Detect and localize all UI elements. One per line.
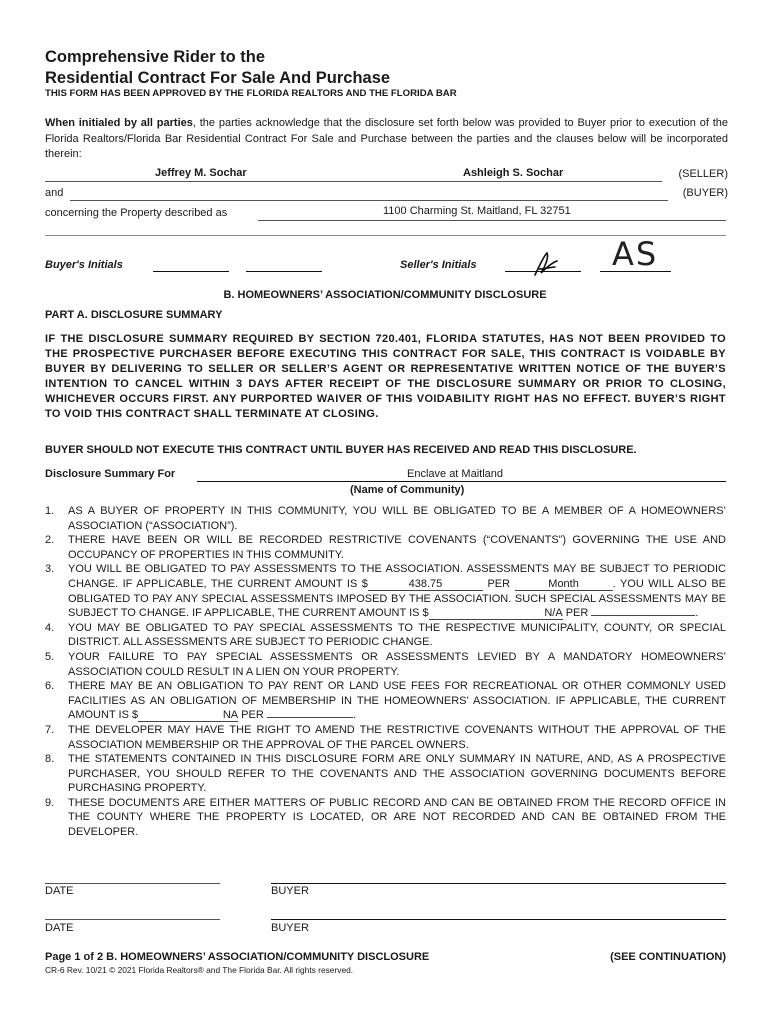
and-label: and [45,187,64,199]
intro-lead: When initialed by all parties [45,117,193,129]
item-9-text: THESE DOCUMENTS ARE EITHER MATTERS OF PUBLIC RECORD AND CAN BE OBTAINED FROM THE RECORD OFFICE IN THE COUNTY WHERE THE PROPERTY IS LOCATED, OR ARE NOT RECORDED AND CAN BE OBTAINED FROM THE DEVELOPER. [68,796,726,839]
buyer-signature-field-2[interactable] [271,919,726,920]
date-label-1: DATE [45,885,74,897]
assessment-period-field[interactable]: Month [515,578,613,591]
buyer-signature-field-1[interactable] [271,883,726,884]
list-item: 1. AS A BUYER OF PROPERTY IN THIS COMMUNITY, YOU WILL BE OBLIGATED TO BE A MEMBER OF A HOMEOWNERS’ ASSOCIATION (“ASSOCIATION”). [45,505,726,532]
item-8-text: THE STATEMENTS CONTAINED IN THIS DISCLOSURE FORM ARE ONLY SUMMARY IN NATURE, AND, AS A PROSPECTIVE PURCHASER, YOU SHOULD REFER TO THE COVENANTS AND THE ASSOCIATION GOVERNING DOCUMENTS BEFORE PURCHASING PROPERTY. [68,753,726,795]
list-item: 9. THESE DOCUMENTS ARE EITHER MATTERS OF PUBLIC RECORD AND CAN BE OBTAINED FROM THE RECORD OFFICE IN THE COUNTY WHERE THE PROPERTY IS LOCATED, OR ARE NOT RECORDED AND CAN BE OBTAINED FROM THE DEVELOPER. [45,796,726,839]
seller-initials-label: Seller's Initials [400,259,477,271]
voidability-warning: IF THE DISCLOSURE SUMMARY REQUIRED BY SECTION 720.401, FLORIDA STATUTES, HAS NOT BEEN PROVIDED TO THE PROSPECTIVE PURCHASER BEFORE EXECUTING THIS CONTRACT FOR SALE, THIS CONTRACT IS VOIDABLE BY BUYER BY DELIVERING TO SELLER OR SELLER’S AGENT OR REPRESENTATIVE WRITTEN NOTICE OF THE BUYER’S INTENTION TO CANCEL WITHIN 3 DAYS AFTER RECEIPT OF THE DISCLOSURE SUMMARY OR PRIOR TO CLOSING, WHICHEVER OCCURS FIRST. ANY PURPORTED WAIVER OF THIS VOIDABILITY RIGHT HAS NO EFFECT. BUYER’S RIGHT TO VOID THIS CONTRACT SHALL TERMINATE AT CLOSING. [45,333,726,420]
property-row [45,205,728,221]
item-3-text-a: YOU WILL BE OBLIGATED TO PAY ASSESSMENTS TO THE ASSOCIATION. ASSESSMENTS MAY BE SUBJECT TO PERIODIC CHANGE. IF APPLICABLE, THE CURRENT AMOUNT IS $ [68,563,726,590]
facility-fee-period-field[interactable] [267,717,353,718]
buyer-sig-label-2: BUYER [271,922,309,934]
facility-fee-field[interactable]: NA [138,709,238,722]
buyer-initials-label: Buyer's Initials [45,259,123,271]
list-item: 6. THERE MAY BE AN OBLIGATION TO PAY RENT OR LAND USE FEES FOR RECREATIONAL OR OTHER COMMONLY USED FACILITIES AS AN OBLIGATION OF MEMBERSHIP IN THE HOMEOWNERS’ ASSOCIATION. IF APPLICABLE, THE CURRENT AMOUNT IS $ NA PER . [45,680,726,722]
buyer-initials-field-2[interactable] [246,271,322,272]
revision-line: CR-6 Rev. 10/21 © 2021 Florida Realtors® and The Florida Bar. All rights reserved. [45,965,354,975]
item-4-text: YOU MAY BE OBLIGATED TO PAY SPECIAL ASSESSMENTS TO THE RESPECTIVE MUNICIPALITY, COUNTY, OR SPECIAL DISTRICT. ALL ASSESSMENTS ARE SUBJECT TO PERIODIC CHANGE. [68,621,726,649]
property-address[interactable]: 1100 Charming St. Maitland, FL 32751 [383,205,571,217]
seller-line [45,181,662,182]
item-3-text-b: . YOU WILL ALSO BE OBLIGATED TO PAY ANY SPECIAL ASSESSMENTS IMPOSED BY THE ASSOCIATION. SUCH SPECIAL ASSESSMENTS MAY BE SUBJECT TO CHANGE. IF APPLICABLE, THE CURRENT AMOUNT IS $ [68,577,726,620]
intro-paragraph [45,116,728,163]
item-7-text: THE DEVELOPER MAY HAVE THE RIGHT TO AMEND THE RESTRICTIVE COVENANTS WITHOUT THE APPROVAL OF THE ASSOCIATION MEMBERSHIP OR THE APPROVAL OF THE PARCEL OWNERS. [68,723,726,751]
item-5-text: YOUR FAILURE TO PAY SPECIAL ASSESSMENTS OR ASSESSMENTS LEVIED BY A MANDATORY HOMEOWNERS’ ASSOCIATION COULD RESULT IN A LIEN ON YOUR PROPERTY. [68,650,726,678]
date-label-2: DATE [45,922,74,934]
special-assessment-period-field[interactable] [591,615,695,616]
signature-row-2 [45,906,726,942]
title-line-1: Comprehensive Rider to the [45,48,266,66]
initials-row [45,235,728,281]
assessment-amount-field[interactable]: 438.75 [368,578,483,591]
list-item: 4. YOU MAY BE OBLIGATED TO PAY SPECIAL ASSESSMENTS TO THE RESPECTIVE MUNICIPALITY, COUNTY, OR SPECIAL DISTRICT. ALL ASSESSMENTS ARE SUBJECT TO PERIODIC CHANGE. [45,621,726,649]
date-field-2[interactable] [45,919,220,920]
approval-notice: THIS FORM HAS BEEN APPROVED BY THE FLORIDA REALTORS AND THE FLORIDA BAR [45,88,457,99]
item-6-text: THERE MAY BE AN OBLIGATION TO PAY RENT OR LAND USE FEES FOR RECREATIONAL OR OTHER COMMONLY USED FACILITIES AS AN OBLIGATION OF MEMBERSHIP IN THE HOMEOWNERS’ ASSOCIATION. IF APPLICABLE, THE CURRENT AMOUNT IS $ [68,680,726,722]
list-item: 5. YOUR FAILURE TO PAY SPECIAL ASSESSMENTS OR ASSESSMENTS LEVIED BY A MANDATORY HOMEOWNERS’ ASSOCIATION COULD RESULT IN A LIEN ON YOUR PROPERTY. [45,650,726,678]
community-row [45,467,726,501]
item-2-text: THERE HAVE BEEN OR WILL BE RECORDED RESTRICTIVE COVENANTS (“COVENANTS”) GOVERNING THE USE AND OCCUPANCY OF PROPERTIES IN THIS COMMUNITY. [68,534,726,561]
seller-label: (SELLER) [678,168,728,180]
title-line-2: Residential Contract For Sale And Purchase [45,69,391,87]
seller-name-1[interactable]: Jeffrey M. Sochar [155,167,247,179]
section-heading: B. HOMEOWNERS’ ASSOCIATION/COMMUNITY DISCLOSURE [223,289,547,301]
buyer-row [45,186,728,202]
page-footer [45,951,726,963]
property-label: concerning the Property described as [45,207,228,219]
community-line [197,481,726,482]
date-field-1[interactable] [45,883,220,884]
property-line [258,220,726,221]
special-assessment-field[interactable]: N/A [429,607,563,620]
summary-for-label: Disclosure Summary For [45,468,176,480]
seller-initial-signature-2: AS [612,235,659,273]
seller-name-2[interactable]: Ashleigh S. Sochar [463,167,564,179]
list-item: 2. THERE HAVE BEEN OR WILL BE RECORDED RESTRICTIVE COVENANTS (“COVENANTS”) GOVERNING THE USE AND OCCUPANCY OF PROPERTIES IN THIS COMMUNITY. [45,534,726,561]
community-caption: (Name of Community) [350,484,465,496]
form-title [45,47,390,89]
part-a-heading: PART A. DISCLOSURE SUMMARY [45,309,223,321]
list-item: 7. THE DEVELOPER MAY HAVE THE RIGHT TO AMEND THE RESTRICTIVE COVENANTS WITHOUT THE APPROVAL OF THE ASSOCIATION MEMBERSHIP OR THE APPROVAL OF THE PARCEL OWNERS. [45,723,726,751]
signature-row-1 [45,870,726,906]
buyer-initials-field-1[interactable] [153,271,229,272]
community-name[interactable]: Enclave at Maitland [407,468,503,480]
buyer-name-field[interactable] [70,200,668,201]
list-item: 3. YOU WILL BE OBLIGATED TO PAY ASSESSMENTS TO THE ASSOCIATION. ASSESSMENTS MAY BE SUBJECT TO PERIODIC CHANGE. IF APPLICABLE, THE CURRENT AMOUNT IS $ 438.75 PER Month . YOU WILL ALSO BE OBLIGATED TO PAY ANY SPECIAL ASSESSMENTS IMPOSED BY THE ASSOCIATION. SUCH SPECIAL ASSESSMENTS MAY BE SUBJECT TO CHANGE. IF APPLICABLE, THE CURRENT AMOUNT IS $ N/A PER . [45,563,726,620]
buyer-label: (BUYER) [682,187,728,199]
seller-row [45,167,728,183]
page-indicator: Page 1 of 2 B. HOMEOWNERS’ ASSOCIATION/COMMUNITY DISCLOSURE [45,951,430,963]
seller-initial-signature-1 [529,249,563,279]
disclosure-list [45,504,726,840]
intro-text: , the parties acknowledge that the disclosure set forth below was provided to Buyer prior to execution of the Florida Realtors/Florida Bar Residential Contract For Sale and Purchase between the parties and the clauses below will be incorporated therein: [45,117,728,160]
continuation-note: (SEE CONTINUATION) [610,951,726,963]
do-not-execute-notice: BUYER SHOULD NOT EXECUTE THIS CONTRACT UNTIL BUYER HAS RECEIVED AND READ THIS DISCLOSURE. [45,444,637,456]
item-1-text: AS A BUYER OF PROPERTY IN THIS COMMUNITY, YOU WILL BE OBLIGATED TO BE A MEMBER OF A HOMEOWNERS’ ASSOCIATION (“ASSOCIATION”). [68,505,726,532]
buyer-sig-label-1: BUYER [271,885,309,897]
list-item: 8. THE STATEMENTS CONTAINED IN THIS DISCLOSURE FORM ARE ONLY SUMMARY IN NATURE, AND, AS A PROSPECTIVE PURCHASER, YOU SHOULD REFER TO THE COVENANTS AND THE ASSOCIATION GOVERNING DOCUMENTS BEFORE PURCHASING PROPERTY. [45,753,726,795]
